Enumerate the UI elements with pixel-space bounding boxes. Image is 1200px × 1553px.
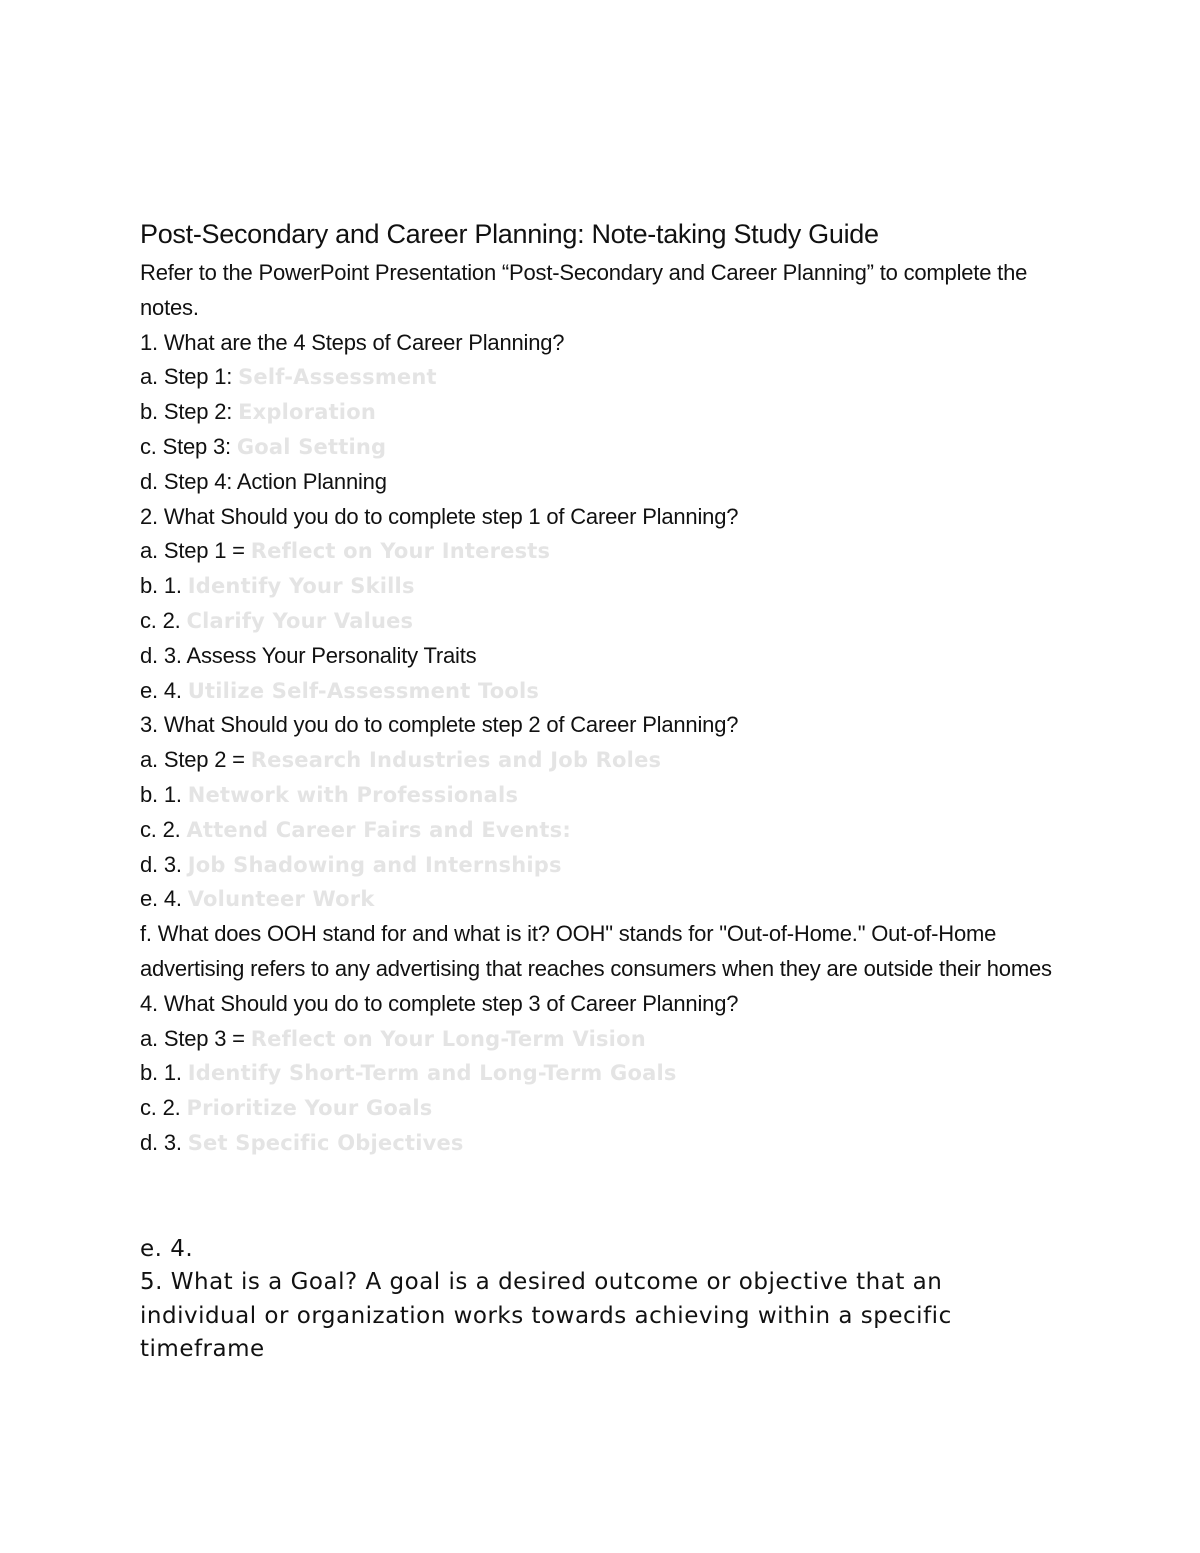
- question-1: 1. What are the 4 Steps of Career Planning?: [140, 329, 565, 355]
- q2-item-c: c. 2. Clarify Your Values: [140, 607, 414, 633]
- document-title: Post-Secondary and Career Planning: Note-taking Study Guide: [140, 219, 879, 249]
- answer-text: Prioritize Your Goals: [186, 1096, 433, 1121]
- answer-text: Self-Assessment: [238, 365, 437, 390]
- q1-item-c: c. Step 3: Goal Setting: [140, 433, 387, 459]
- answer-text: Clarify Your Values: [186, 608, 414, 633]
- q3-item-b: b. 1. Network with Professionals: [140, 781, 519, 807]
- q4-item-d: d. 3. Set Specific Objectives: [140, 1129, 464, 1155]
- document-content: [140, 212, 1060, 1367]
- q1-item-b: b. Step 2: Exploration: [140, 399, 376, 425]
- spacer: [140, 1161, 1060, 1233]
- answer-text: Goal Setting: [236, 434, 387, 459]
- q2-item-e: e. 4. Utilize Self-Assessment Tools: [140, 677, 540, 703]
- q4-item-c: c. 2. Prioritize Your Goals: [140, 1095, 433, 1121]
- answer-text: Network with Professionals: [187, 782, 519, 807]
- answer-text: Volunteer Work: [187, 887, 375, 912]
- answer-text: Job Shadowing and Internships: [187, 852, 562, 877]
- answer-text: Reflect on Your Interests: [250, 539, 551, 564]
- answer-text: Identify Your Skills: [187, 574, 415, 599]
- question-4: 4. What Should you do to complete step 3 of Career Planning?: [140, 990, 739, 1016]
- answer-text: Research Industries and Job Roles: [250, 748, 662, 773]
- answer-text: Utilize Self-Assessment Tools: [187, 678, 540, 703]
- intro-text: Refer to the PowerPoint Presentation “Post-Secondary and Career Planning” to complete the notes.: [140, 260, 1028, 320]
- q4-item-e: e. 4.: [140, 1235, 194, 1262]
- q3-item-c: c. 2. Attend Career Fairs and Events:: [140, 816, 571, 842]
- question-5: 5. What is a Goal? A goal is a desired outcome or objective that an individual or organization works towards achieving within a specific timeframe: [140, 1269, 952, 1363]
- q3-item-d: d. 3. Job Shadowing and Internships: [140, 851, 562, 877]
- question-2: 2. What Should you do to complete step 1 of Career Planning?: [140, 503, 739, 529]
- q3-item-e: e. 4. Volunteer Work: [140, 886, 375, 912]
- q2-item-d: d. 3. Assess Your Personality Traits: [140, 642, 477, 668]
- answer-text: Identify Short-Term and Long-Term Goals: [187, 1061, 677, 1086]
- question-3: 3. What Should you do to complete step 2 of Career Planning?: [140, 712, 739, 738]
- answer-text: Set Specific Objectives: [187, 1130, 464, 1155]
- q3-item-f: f. What does OOH stand for and what is it? OOH" stands for "Out-of-Home." Out-of-Home advertising refers to any advertising that reaches consumers when they are outside their homes: [140, 921, 1052, 981]
- q2-item-a: a. Step 1 = Reflect on Your Interests: [140, 538, 551, 564]
- q4-item-a: a. Step 3 = Reflect on Your Long-Term Vision: [140, 1025, 646, 1051]
- q1-item-a: a. Step 1: Self-Assessment: [140, 364, 437, 390]
- q3-item-a: a. Step 2 = Research Industries and Job Roles: [140, 747, 662, 773]
- answer-text: Attend Career Fairs and Events:: [186, 817, 571, 842]
- q2-item-b: b. 1. Identify Your Skills: [140, 573, 415, 599]
- answer-text: Exploration: [238, 400, 376, 425]
- answer-text: Reflect on Your Long-Term Vision: [250, 1026, 646, 1051]
- q4-item-b: b. 1. Identify Short-Term and Long-Term Goals: [140, 1060, 677, 1086]
- q1-item-d: d. Step 4: Action Planning: [140, 468, 387, 494]
